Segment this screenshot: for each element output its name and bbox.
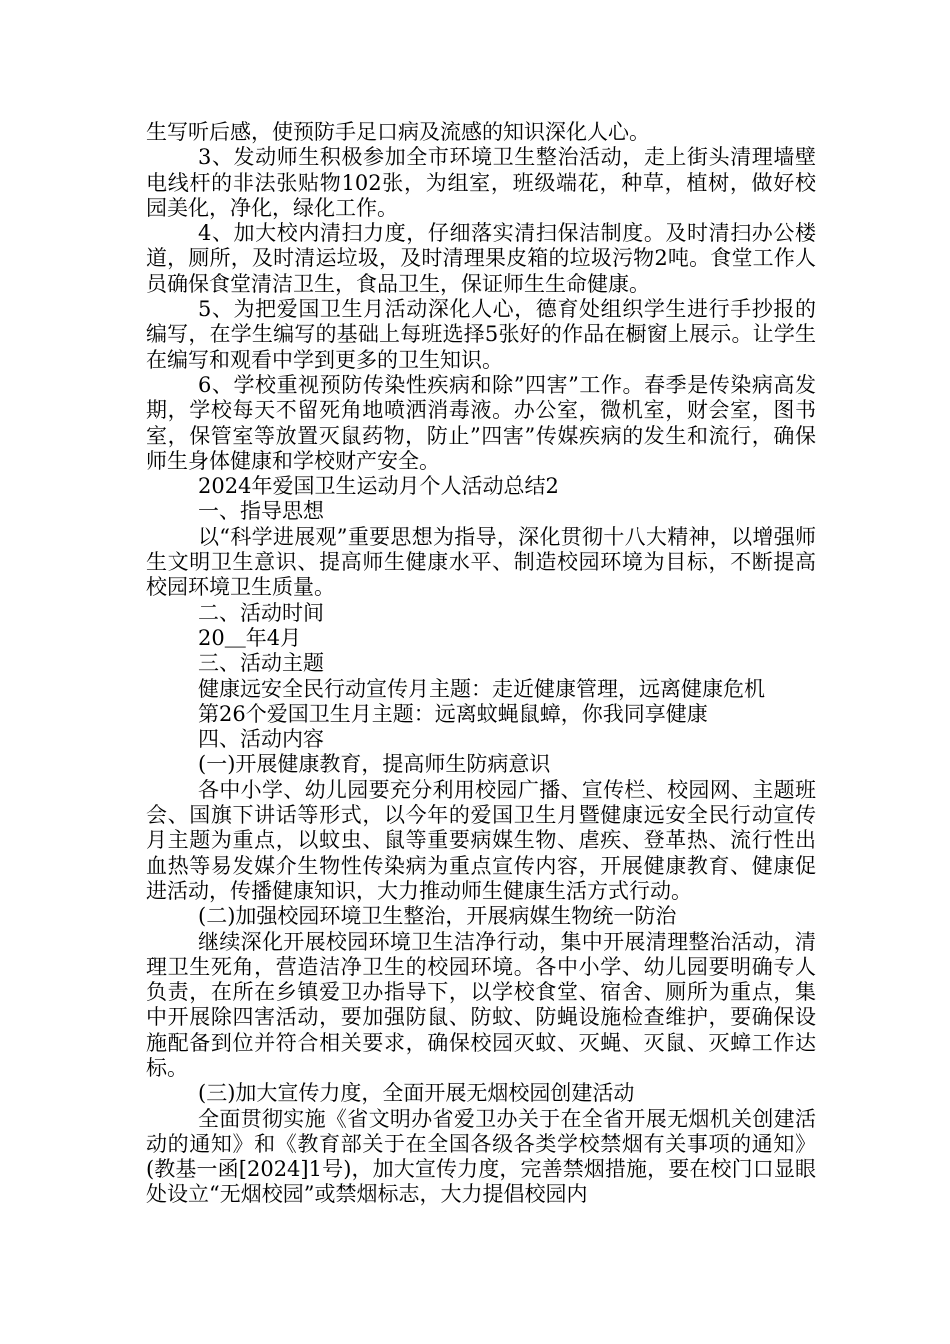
heading-activity-content: 四、活动内容 [198,727,324,752]
heading-activity-time: 二、活动时间 [198,600,324,625]
document-page [146,120,816,1208]
activity-time-value: 20＿年4月 [198,625,302,650]
paragraph-health-education: 各中小学、幼儿园要充分利用校园广播、宣传栏、校园网、主题班会、国旗下讲话等形式，以今年的爱国卫生月暨健康远安全民行动宣传月主题为重点，以蚊虫、鼠等重要病媒生物、虐疾、登革热、流行性出血热等易发媒介生物性传染病为重点宣传内容，开展健康教育、健康促进活动，传播健康知识，大力推动师生健康生活方式行动。 [146,777,816,903]
paragraph-item-3: 3、发动师生积极参加全市环境卫生整治活动，走上街头清理墙壁电线杆的非法张贴物102张，为组室，班级端花，种草，植树，做好校园美化，净化，绿化工作。 [146,145,816,220]
subheading-no-smoking: (三)加大宣传力度，全面开展无烟校园创建活动 [198,1081,635,1106]
paragraph-environment: 继续深化开展校园环境卫生洁净行动，集中开展清理整治活动，清理卫生死角，营造洁净卫生的校园环境。各中小学、幼儿园要明确专人负责，在所在乡镇爱卫办指导下，以学校食堂、宿舍、厕所为重点，集中开展除四害活动，要加强防鼠、防蚊、防蝇设施检查维护，要确保设施配备到位并符合相关要求，确保校园灭蚊、灭蝇、灭鼠、灭蟑工作达标。 [146,929,816,1080]
paragraph-item-4: 4、加大校内清扫力度，仔细落实清扫保洁制度。及时清扫办公楼道，厕所，及时清运垃圾，及时清理果皮箱的垃圾污物2吨。食堂工作人员确保食堂清洁卫生，食品卫生，保证师生生命健康。 [146,221,816,296]
section-title: 2024年爱国卫生运动月个人活动总结2 [198,474,559,499]
paragraph-item-5: 5、为把爱国卫生月活动深化人心，德育处组织学生进行手抄报的编写，在学生编写的基础上每班选择5张好的作品在橱窗上展示。让学生在编写和观看中学到更多的卫生知识。 [146,297,816,372]
paragraph-item-6: 6、学校重视预防传染性疾病和除”四害”工作。春季是传染病高发期，学校每天不留死角地喷洒消毒液。办公室，微机室，财会室，图书室，保管室等放置灭鼠药物，防止”四害”传媒疾病的发生和流行，确保师生身体健康和学校财产安全。 [146,372,816,473]
heading-guiding-ideology: 一、指导思想 [198,499,324,524]
paragraph-guiding-ideology: 以“科学进展观”重要思想为指导，深化贯彻十八大精神，以增强师生文明卫生意识、提高师生健康水平、制造校园环境为目标，不断提高校园环境卫生质量。 [146,524,816,600]
subheading-environment: (二)加强校园环境卫生整治，开展病媒生物统一防治 [198,904,677,929]
activity-theme-1: 健康远安全民行动宣传月主题：走近健康管理，远离健康危机 [198,676,765,701]
subheading-health-education: (一)开展健康教育，提高师生防病意识 [198,752,551,777]
heading-activity-theme: 三、活动主题 [198,651,324,676]
paragraph-continuation: 生写听后感，使预防手足口病及流感的知识深化人心。 [146,120,650,144]
activity-theme-2: 第26个爱国卫生月主题：远离蚊蝇鼠蟑，你我同享健康 [198,701,708,726]
paragraph-no-smoking: 全面贯彻实施《省文明办省爱卫办关于在全省开展无烟机关创建活动的通知》和《教育部关于在全国各级各类学校禁烟有关事项的通知》(教基一函[2024]1号)，加大宣传力度，完善禁烟措施，要在校门口显眼处设立“无烟校园”或禁烟标志，大力提倡校园内 [146,1106,816,1207]
